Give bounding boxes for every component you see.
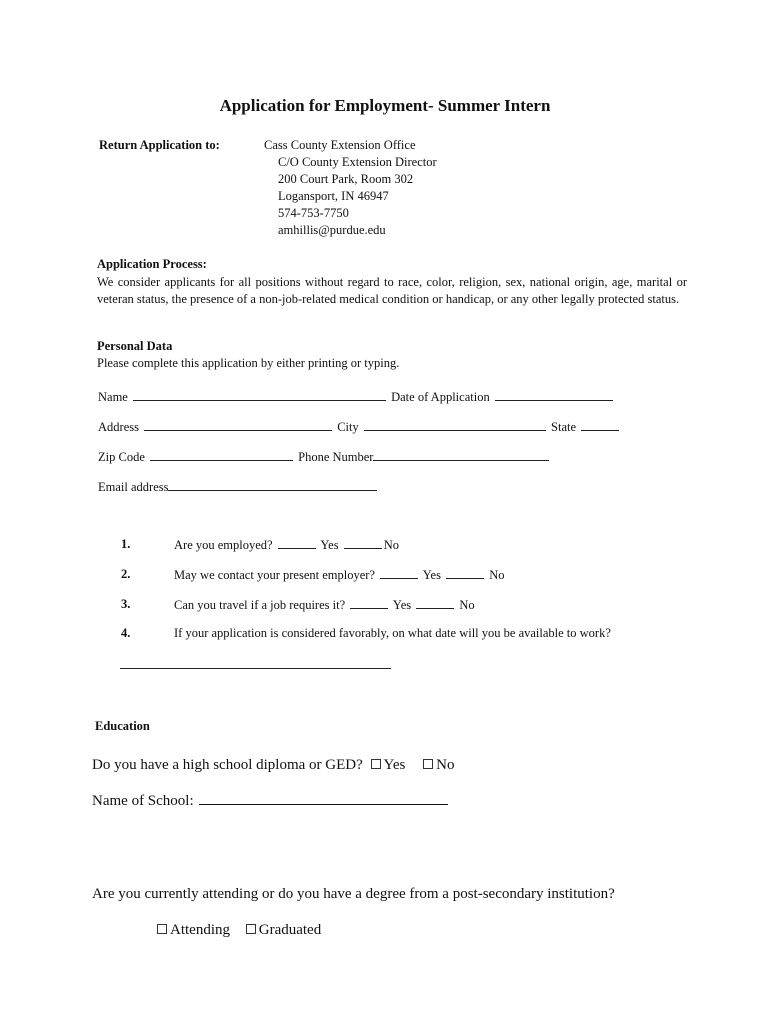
- no-field[interactable]: [344, 537, 382, 549]
- question-number: 2.: [121, 567, 131, 581]
- email-row: [98, 479, 379, 495]
- zip-field[interactable]: [150, 449, 293, 461]
- graduated-checkbox[interactable]: [246, 924, 256, 934]
- return-line: C/O County Extension Director: [278, 155, 437, 169]
- diploma-row: Do you have a high school diploma or GED? Yes No: [92, 757, 455, 773]
- process-heading: Application Process:: [97, 257, 207, 271]
- zip-row: [98, 449, 551, 465]
- zip-label: Zip Code: [98, 450, 145, 464]
- page-title: Application for Employment- Summer Intern: [219, 96, 551, 115]
- school-row: [92, 792, 450, 810]
- available-date-field[interactable]: [120, 656, 391, 669]
- return-email: amhillis@purdue.edu: [278, 223, 386, 237]
- school-label: Name of School:: [92, 793, 194, 809]
- school-field[interactable]: [199, 792, 448, 805]
- address-label: Address: [98, 420, 139, 434]
- city-label: City: [337, 420, 359, 434]
- question-2: May we contact your present employer? Yes No: [174, 568, 505, 582]
- name-row: [98, 389, 615, 405]
- state-field[interactable]: [581, 419, 619, 431]
- phone-field[interactable]: [373, 449, 549, 461]
- question-1: Are you employed? Yes No: [174, 538, 399, 552]
- address-row: [98, 419, 621, 435]
- question-number: 4.: [121, 626, 131, 640]
- state-label: State: [551, 420, 577, 434]
- no-field[interactable]: [416, 597, 454, 609]
- process-text: We consider applicants for all positions without regard to race, color, religion, sex, national origin, age, marital or veteran status, the presence of a non-job-related medical condition or handicap, or any other legally protected status.: [97, 275, 687, 306]
- email-field[interactable]: [168, 479, 377, 491]
- return-line: 574-753-7750: [278, 206, 349, 220]
- question-number: 3.: [121, 597, 131, 611]
- yes-checkbox[interactable]: [371, 759, 381, 769]
- return-org: Cass County Extension Office: [264, 138, 416, 152]
- yes-field[interactable]: [380, 567, 418, 579]
- yes-field[interactable]: [278, 537, 316, 549]
- return-line: Logansport, IN 46947: [278, 189, 389, 203]
- post-secondary-question: Are you currently attending or do you have a degree from a post-secondary institution?: [92, 886, 615, 902]
- return-label: Return Application to:: [99, 138, 220, 152]
- personal-heading: Personal Data: [97, 339, 173, 353]
- attending-checkbox[interactable]: [157, 924, 167, 934]
- question-3: Can you travel if a job requires it? Yes No: [174, 598, 475, 612]
- email-label: Email address: [98, 480, 169, 494]
- no-field[interactable]: [446, 567, 484, 579]
- yes-field[interactable]: [350, 597, 388, 609]
- personal-instruction: Please complete this application by either printing or typing.: [97, 356, 400, 370]
- phone-label: Phone Number: [298, 450, 374, 464]
- date-field[interactable]: [495, 389, 613, 401]
- question-4: If your application is considered favorably, on what date will you be available to work?: [174, 626, 611, 640]
- no-checkbox[interactable]: [423, 759, 433, 769]
- attendance-row: Attending Graduated: [157, 922, 321, 939]
- question-number: 1.: [121, 537, 131, 551]
- name-label: Name: [98, 390, 128, 404]
- return-line: 200 Court Park, Room 302: [278, 172, 414, 186]
- address-field[interactable]: [144, 419, 332, 431]
- city-field[interactable]: [364, 419, 546, 431]
- name-field[interactable]: [133, 389, 386, 401]
- education-heading: Education: [95, 719, 150, 733]
- date-label: Date of Application: [391, 390, 490, 404]
